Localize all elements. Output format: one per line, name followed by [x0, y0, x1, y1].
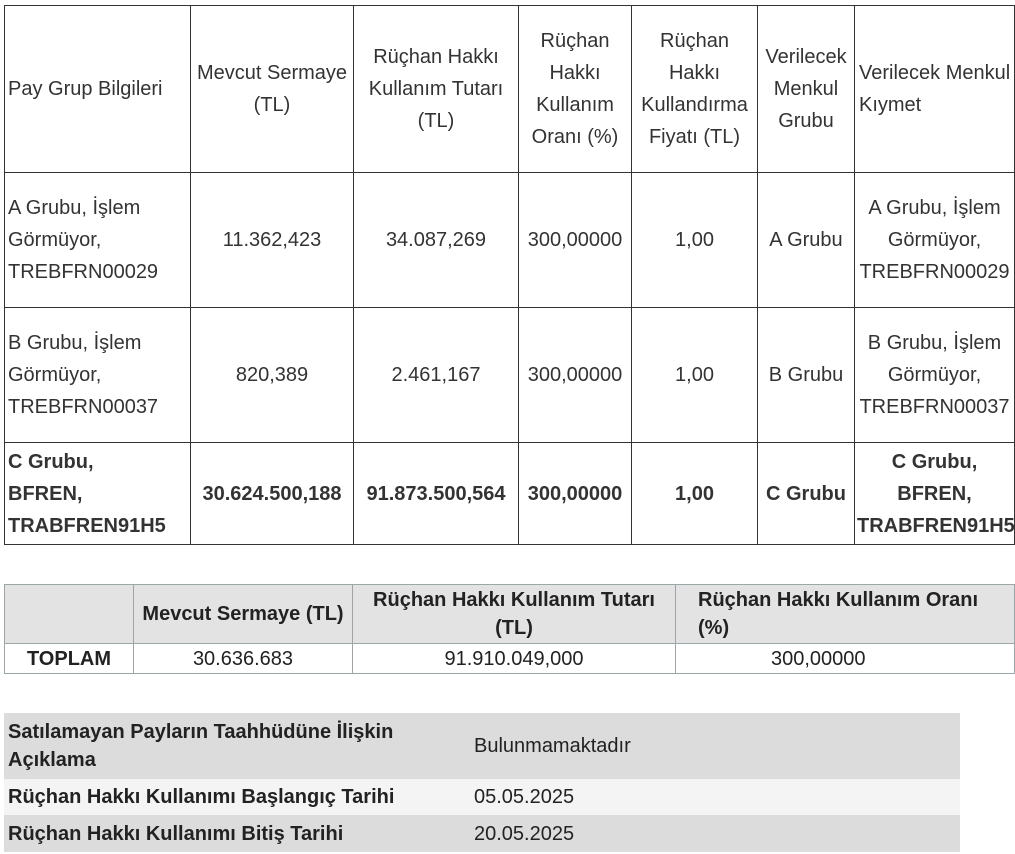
security-line: TRABFREN91H5: [857, 514, 1015, 537]
totals-header-row: [5, 585, 1015, 644]
group-info-cell: [5, 308, 191, 443]
group-info-cell: [5, 173, 191, 308]
capital-cell: 11.362,423: [191, 173, 354, 308]
security-cell: [855, 308, 1015, 443]
security-line: B Grubu, İşlem: [867, 332, 1002, 354]
info-row: [4, 713, 960, 779]
rate-cell: 300,00000: [519, 443, 632, 545]
totals-label: TOPLAM: [5, 644, 134, 674]
info-label: Rüçhan Hakkı Kullanımı Bitiş Tarihi: [4, 815, 470, 852]
info-row: [4, 815, 960, 852]
info-value: 20.05.2025: [470, 815, 960, 852]
header-cell: Rüçhan Hakkı Kullanım Tutarı (TL): [354, 6, 519, 173]
table-row: [5, 443, 1015, 545]
security-line: BFREN,: [897, 482, 972, 505]
security-line: A Grubu, İşlem: [868, 197, 1001, 219]
security-group-cell: B Grubu: [758, 308, 855, 443]
header-cell: Rüçhan Hakkı Kullanım Oranı (%): [676, 585, 1015, 644]
security-line: Görmüyor,: [887, 364, 982, 386]
table-header-row: [5, 6, 1015, 173]
capital-cell: 30.624.500,188: [191, 443, 354, 545]
header-cell: Rüçhan Hakkı Kullanım Oranı (%): [519, 6, 632, 173]
group-line: BFREN,: [8, 482, 83, 505]
security-cell: [855, 173, 1015, 308]
info-label: Satılamayan Payların Taahhüdüne İlişkin Açıklama: [4, 713, 470, 779]
totals-row: [5, 644, 1015, 674]
group-info-cell: [5, 443, 191, 545]
group-line: TREBFRN00037: [8, 396, 159, 418]
group-line: C Grubu,: [8, 450, 94, 473]
header-cell: Mevcut Sermaye (TL): [134, 585, 353, 644]
header-cell: Pay Grup Bilgileri: [5, 6, 191, 173]
header-cell: Verilecek Menkul Kıymet: [855, 6, 1015, 173]
info-row: [4, 779, 960, 815]
info-value: 05.05.2025: [470, 779, 960, 815]
rights-offering-table: [4, 5, 1015, 545]
group-line: TRABFREN91H5: [8, 514, 166, 537]
total-capital: 30.636.683: [134, 644, 353, 674]
rate-cell: 300,00000: [519, 308, 632, 443]
security-group-cell: A Grubu: [758, 173, 855, 308]
security-group-cell: C Grubu: [758, 443, 855, 545]
group-line: TREBFRN00029: [8, 261, 159, 283]
group-line: Görmüyor,: [8, 364, 102, 386]
header-cell: Rüçhan Hakkı Kullanım Tutarı (TL): [353, 585, 676, 644]
security-cell: [855, 443, 1015, 545]
header-cell: Verilecek Menkul Grubu: [758, 6, 855, 173]
security-line: TREBFRN00029: [859, 261, 1010, 283]
info-value: Bulunmamaktadır: [470, 713, 960, 779]
totals-table: [4, 584, 1015, 674]
price-cell: 1,00: [632, 443, 758, 545]
group-line: A Grubu, İşlem: [8, 197, 141, 219]
capital-cell: 820,389: [191, 308, 354, 443]
price-cell: 1,00: [632, 308, 758, 443]
price-cell: 1,00: [632, 173, 758, 308]
header-cell: Mevcut Sermaye (TL): [191, 6, 354, 173]
header-cell: Rüçhan Hakkı Kullandırma Fiyatı (TL): [632, 6, 758, 173]
total-amount: 91.910.049,000: [353, 644, 676, 674]
table-row: [5, 173, 1015, 308]
table-row: [5, 308, 1015, 443]
group-line: B Grubu, İşlem: [8, 332, 142, 354]
amount-cell: 34.087,269: [354, 173, 519, 308]
group-line: Görmüyor,: [8, 229, 102, 251]
info-label: Rüçhan Hakkı Kullanımı Başlangıç Tarihi: [4, 779, 470, 815]
security-line: Görmüyor,: [887, 229, 982, 251]
amount-cell: 2.461,167: [354, 308, 519, 443]
rate-cell: 300,00000: [519, 173, 632, 308]
total-rate: 300,00000: [676, 644, 1015, 674]
info-table: [4, 713, 960, 852]
security-line: C Grubu,: [891, 450, 978, 473]
security-line: TREBFRN00037: [859, 396, 1010, 418]
header-cell: [5, 585, 134, 644]
amount-cell: 91.873.500,564: [354, 443, 519, 545]
